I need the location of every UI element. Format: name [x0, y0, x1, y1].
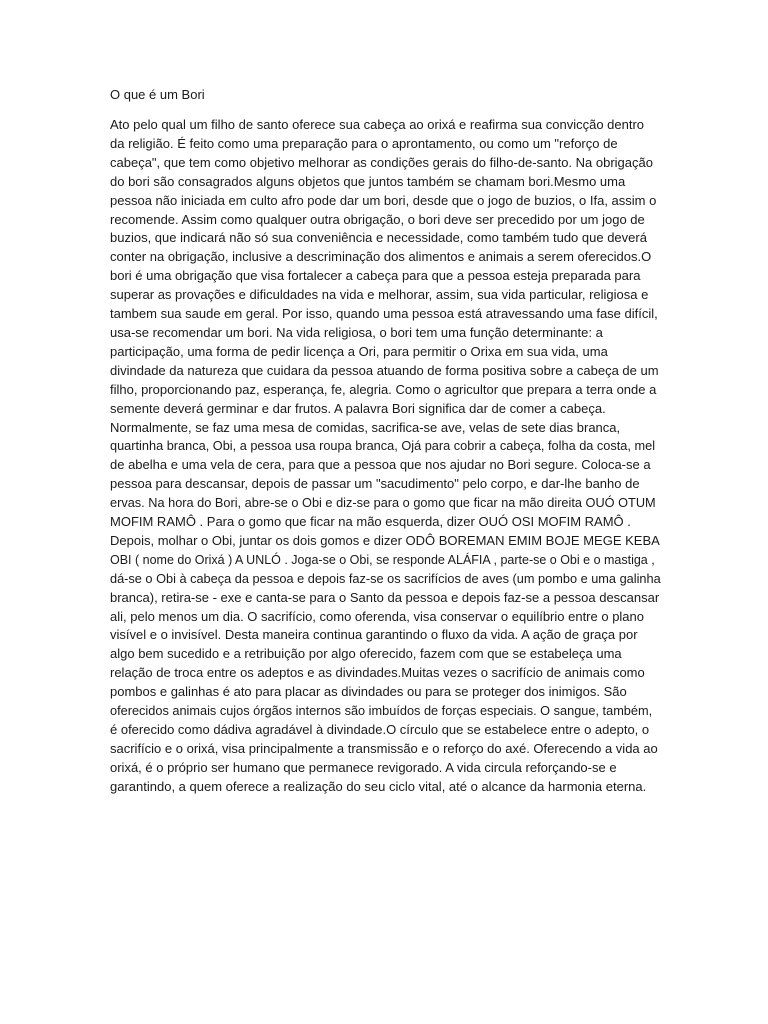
body-text-line: Normalmente, se faz uma mesa de comidas, sacrifica-se ave, velas de sete dias branca, — [110, 419, 621, 435]
body-text-line: quartinha branca, Obi, a pessoa usa roupa branca, Ojá para cobrir a cabeça, folha da costa, mel — [110, 438, 656, 454]
body-text-line: conter na obrigação, inclusive a descriminação dos alimentos e animais a serem oferecidos.O — [110, 249, 652, 265]
body-text-line: da religião. É feito como uma preparação para o aprontamento, ou como um "reforço de — [110, 135, 618, 151]
body-text-line: OBI ( nome do Orixá ) A UNLÓ . Joga-se o Obi, se responde ALÁFIA , parte-se o Obi e o mastiga , — [110, 552, 655, 567]
body-text-line: filho, proporcionando paz, esperança, fe, alegria. Como o agricultor que prepara a terra onde a — [110, 381, 657, 397]
body-text-line: Depois, molhar o Obi, juntar os dois gomos e dizer ODÔ BOREMAN EMIM BOJE MEGE KEBA — [110, 532, 660, 548]
body-text-line: algo bem sucedido e a retribuição por algo oferecido, fazem com que se estabeleça uma — [110, 646, 622, 662]
body-text-line: pombos e galinhas é ato para placar as divindades ou para se proteger dos inimigos. São — [110, 684, 627, 700]
body-text-line: é oferecido como dádiva agradável à divindade.O círculo que se estabelece entre o adepto, o — [110, 722, 650, 737]
body-text-line: visível e o invisível. Desta maneira continua garantindo o fluxo da vida. A ação de graça por — [110, 627, 638, 643]
body-text-line: cabeça", que tem como objetivo melhorar as condições gerais do filho-de-santo. Na obrigação — [110, 154, 653, 170]
document-title: O que é um Bori — [110, 87, 205, 102]
body-text-line: dá-se o Obi à cabeça da pessoa e depois faz-se os sacrifícios de aves (um pombo e uma galinha — [110, 570, 661, 586]
body-text-line: Ato pelo qual um filho de santo oferece sua cabeça ao orixá e reafirma sua convicção dentro — [110, 117, 645, 132]
body-text-line: relação de troca entre os adeptos e as divindades.Muitas vezes o sacrifício de animais como — [110, 665, 645, 681]
body-text-line: participação, uma forma de pedir licença a Ori, para permitir o Orixa em sua vida, uma — [110, 343, 608, 359]
body-text-line: garantindo, a quem oferece a realização do seu ciclo vital, até o alcance da harmonia eterna. — [110, 778, 647, 794]
body-text-line: branca), retira-se - exe e canta-se para o Santo da pessoa e depois faz-se a pessoa descansar — [110, 589, 660, 605]
body-text-line: superar as provações e dificuldades na vida e melhorar, assim, sua vida particular, religiosa e — [110, 287, 649, 303]
body-text-line: bori é uma obrigação que visa fortalecer a cabeça para que a pessoa esteja preparada para — [110, 268, 641, 284]
body-text-line: pessoa não iniciada em culto afro pode dar um bori, desde que o jogo de buzios, o Ifa, assim o — [110, 192, 657, 208]
body-text-line: usa-se recomendar um bori. Na vida religiosa, o bori tem uma função determinante: a — [110, 324, 603, 340]
body-text-line: ali, pelo menos um dia. O sacrifício, como oferenda, visa conservar o equilíbrio entre o plano — [110, 608, 644, 624]
body-text-line: pessoa para descansar, depois de passar um "sacudimento" pelo corpo, e dar-lhe banho de — [110, 476, 640, 492]
body-text-line: tambem sua saude em geral. Por isso, quando uma pessoa está atravessando uma fase difícil, — [110, 306, 658, 322]
body-text-line: divindade da natureza que cuidara da pessoa atuando de forma positiva sobre a cabeça de um — [110, 362, 659, 378]
body-text-line: orixá, é o próprio ser humano que permanece revigorado. A vida circula reforçando-se e — [110, 759, 617, 775]
body-text-line: ervas. Na hora do Bori, abre-se o Obi e diz-se para o gomo que ficar na mão direita OUÓ OTUM — [110, 495, 656, 511]
document-body — [110, 116, 662, 797]
body-text-line: buzios, que indicará não só sua conveniência e necessidade, como também tudo que deverá — [110, 230, 647, 246]
body-text-line: oferecidos animais cujos órgãos internos são imbuídos de forças especiais. O sangue, também, — [110, 703, 653, 719]
body-text-line: sacrifício e o orixá, visa principalmente a transmissão e o reforço do axé. Oferecendo a vida ao — [110, 740, 658, 756]
body-text-line: de abelha e uma vela de cera, para que a pessoa que nos ajudar no Bori segure. Coloca-se a — [110, 457, 651, 473]
body-text-line: do bori são consagrados alguns objetos que juntos também se chamam bori.Mesmo uma — [110, 173, 626, 189]
body-text-line: semente deverá germinar e dar frutos. A palavra Bori significa dar de comer a cabeça. — [110, 400, 606, 416]
body-text-line: recomende. Assim como qualquer outra obrigação, o bori deve ser precedido por um jogo de — [110, 211, 645, 227]
body-text-line: MOFIM RAMÔ . Para o gomo que ficar na mão esquerda, dizer OUÓ OSI MOFIM RAMÔ . — [110, 514, 631, 530]
